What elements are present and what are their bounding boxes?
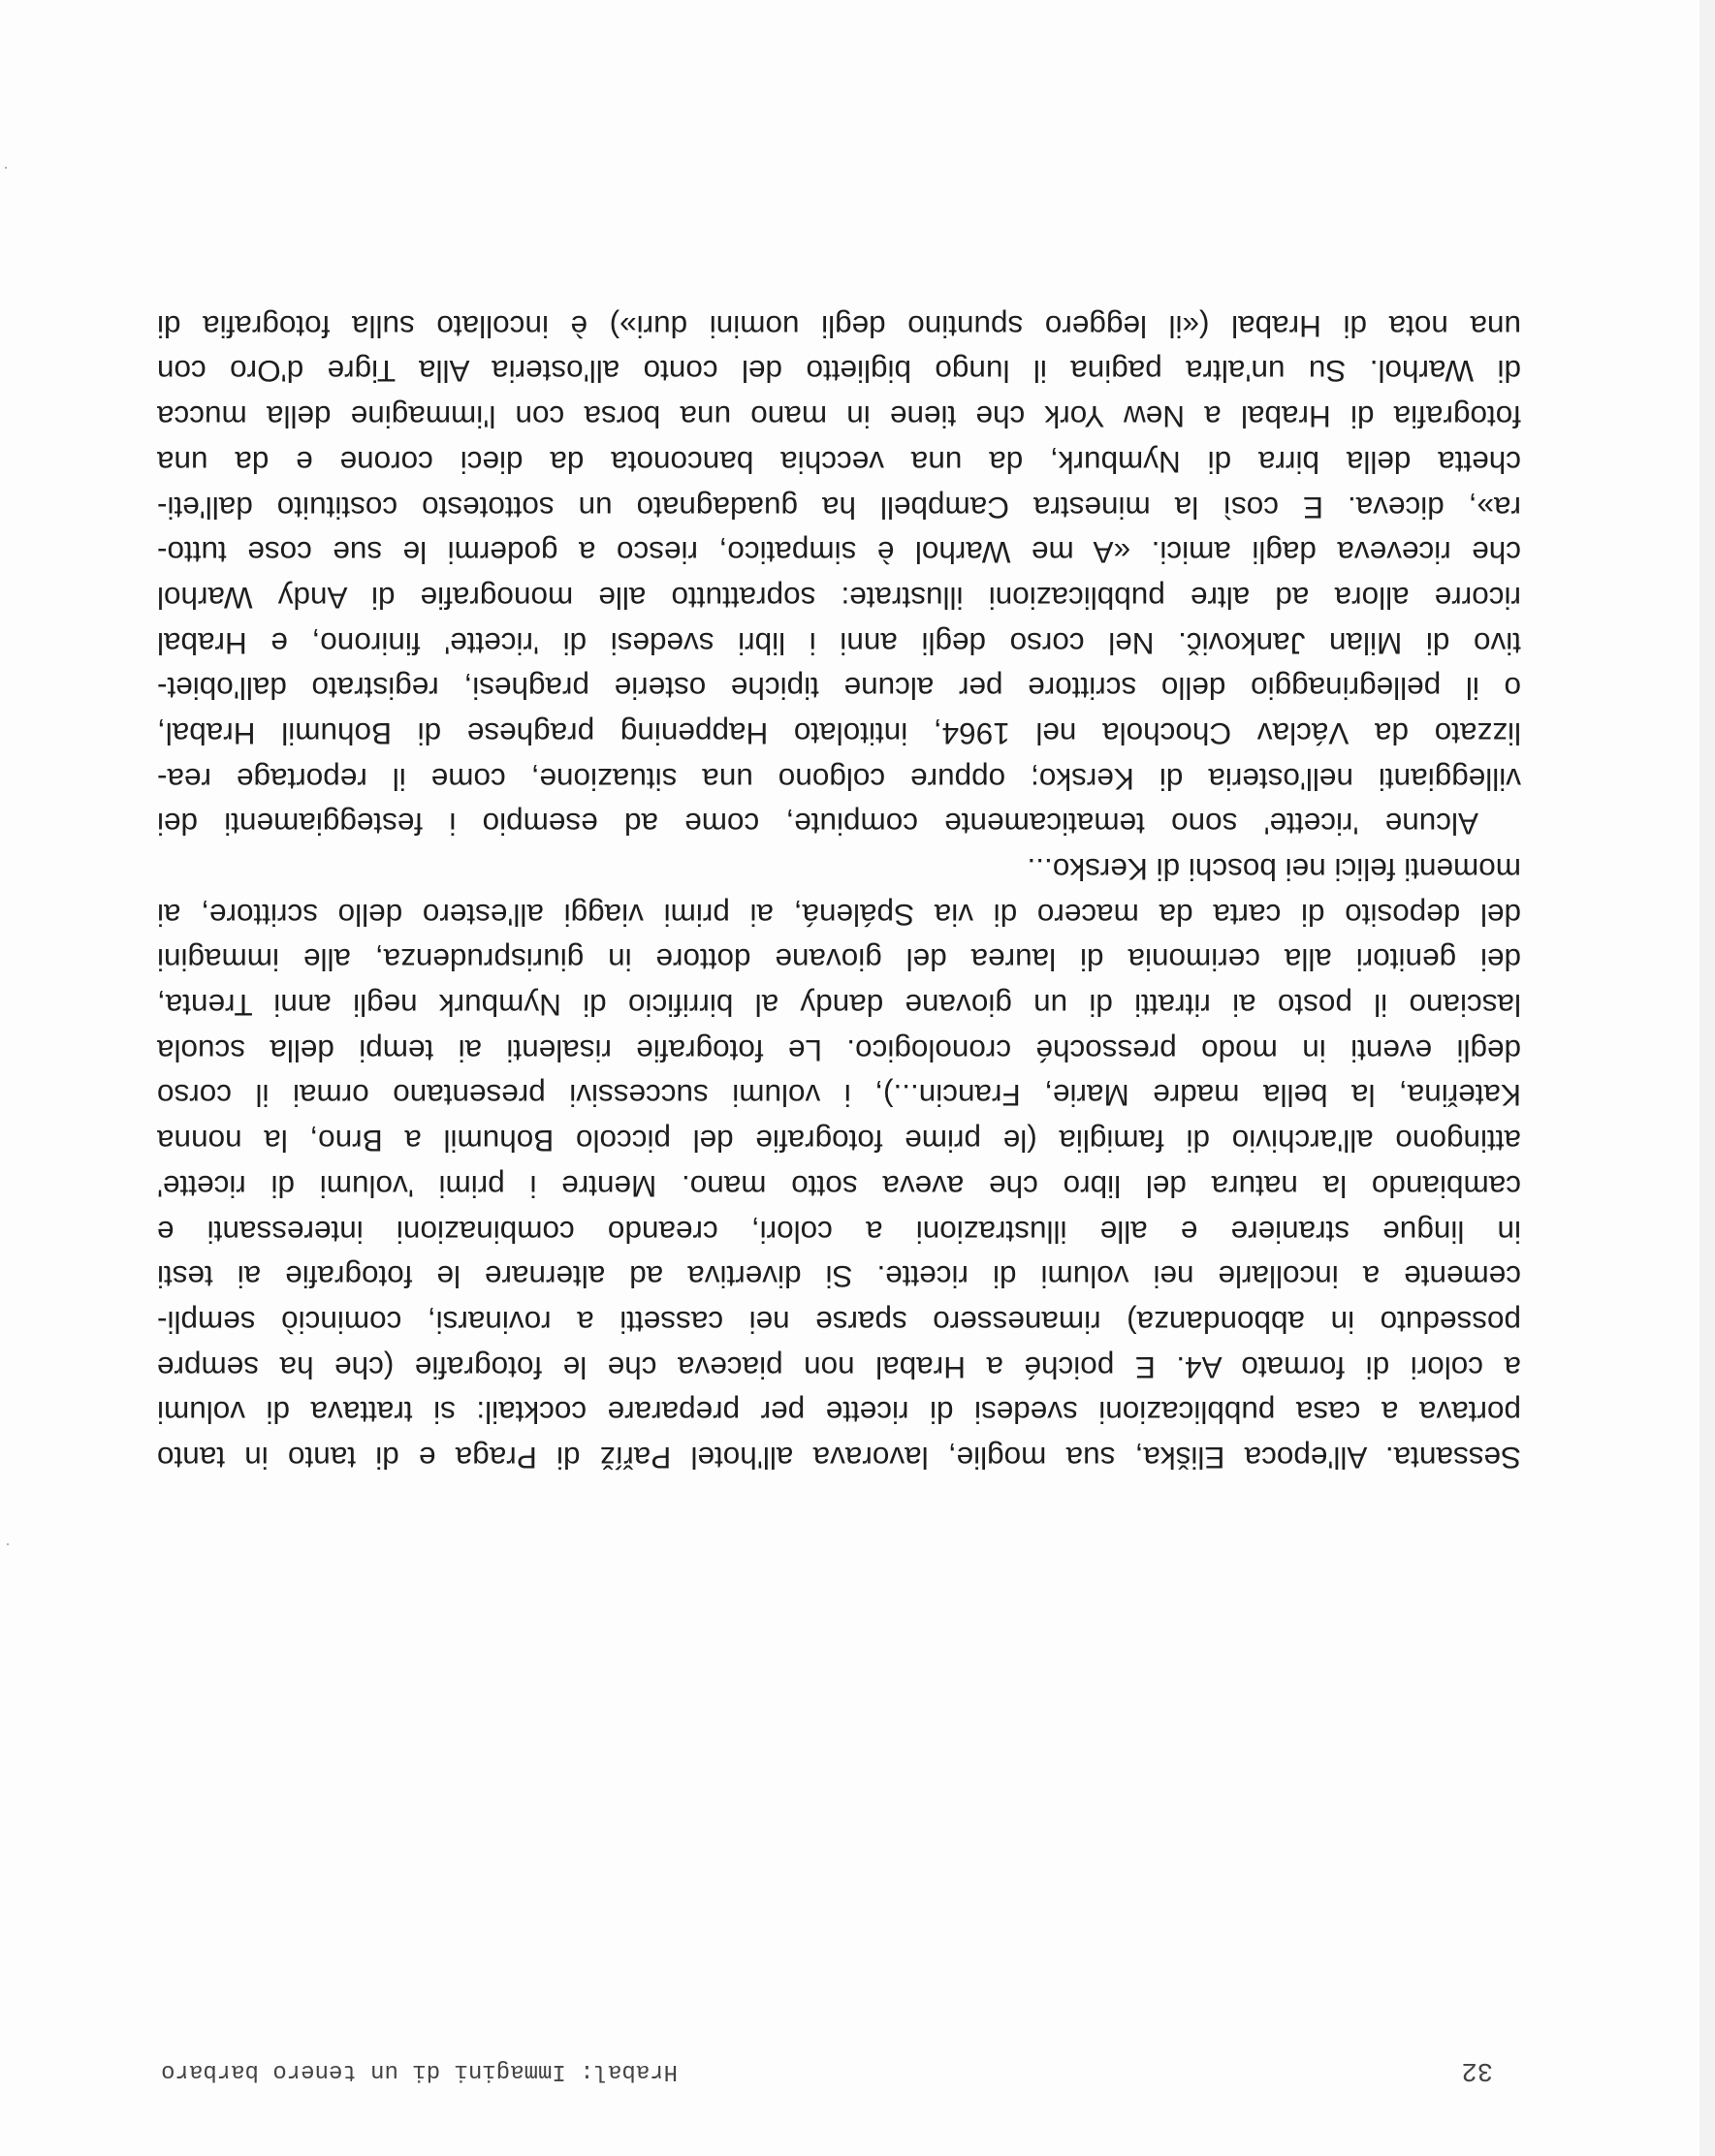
- text-line: lasciano il posto ai ritratti di un giovane dandy al birrificio di Nymburk negli anni Trenta,: [157, 988, 1521, 1024]
- text-line: Kateřina, la bella madre Marie, Francin...), i volumi successivi presentano ormai il corso: [157, 1078, 1521, 1114]
- text-line: villeggianti nell'osteria di Kersko; oppure colgono una situazione, come il reportage rea-: [157, 761, 1521, 797]
- text-line: chetta della birra di Nymburk, da una vecchia banconota da dieci corone e da una: [157, 444, 1521, 480]
- text-line: del deposito di carta da macero di via Spálená, ai primi viaggi all'estero dello scrittore, ai: [157, 897, 1521, 933]
- page-number: 32: [1461, 2055, 1493, 2084]
- text-line: momenti felici nei boschi di Kersko...: [1027, 852, 1521, 888]
- text-line: o il pellegrinaggio dello scrittore per alcune tipiche osterie praghesi, registrato dall'obiet-: [157, 671, 1521, 707]
- body-text: [157, 303, 1521, 1480]
- text-line: degli eventi in modo pressoché cronologico. Le fotografie risalenti ai tempi della scuola: [157, 1032, 1521, 1068]
- text-line: Alcune 'ricette' sono tematicamente compiute, come ad esempio i festeggiamenti dei: [157, 807, 1478, 842]
- scan-speck: [7, 1543, 9, 1545]
- text-line: a colori di formato A4. E poiché a Hrabal non piaceva che le fotografie (che ha sempre: [157, 1349, 1521, 1385]
- text-line: una nota di Hrabal («il leggero spuntino degli uomini duri») è incollato sulla fotografia di: [157, 308, 1521, 344]
- scan-edge: [1699, 0, 1715, 2156]
- text-line: lizzato da Václav Chochola nel 1964, intitolato Happening praghese di Bohumil Hrabal,: [157, 716, 1521, 751]
- text-line: in lingue straniere e alle illustrazioni a colori, creando combinazioni interessanti e: [157, 1214, 1521, 1250]
- text-line: di Warhol. Su un'altra pagina il lungo biglietto del conto all'osteria Alla Tigre d'Oro con: [157, 354, 1521, 390]
- text-line: cemente a incollarle nei volumi di ricette. Si divertiva ad alternare le fotografie ai testi: [157, 1259, 1521, 1295]
- text-line: tivo di Milan Jankovič. Nel corso degli anni i libri svedesi di 'ricette' finirono, e Hrabal: [157, 625, 1521, 661]
- text-line: posseduto in abbondanza) rimanessero sparse nei cassetti a rovinarsi, cominciò sempli-: [157, 1304, 1521, 1340]
- text-line: dei genitori alla cerimonia di laurea del giovane dottore in giurisprudenza, alle immagini: [157, 942, 1521, 978]
- running-head: [0, 2045, 1715, 2084]
- text-line: attingono all'archivio di famiglia (le prime fotografie del piccolo Bohumil a Brno, la nonna: [157, 1124, 1521, 1159]
- text-line: fotografia di Hrabal a New York che tiene in mano una borsa con l'immagine della mucca: [157, 399, 1521, 435]
- text-line: ra», diceva. E così la minestra Campbell ha guadagnato un sottotesto costituito dall'eti-: [157, 490, 1521, 525]
- text-line: ricorre allora ad altre pubblicazioni illustrate: soprattutto alle monografie di Andy Warhol: [157, 580, 1521, 616]
- text-line: portava a casa pubblicazioni svedesi di ricette per preparare cocktail: si trattava di volumi: [157, 1395, 1521, 1431]
- text-line: cambiando la natura del libro che aveva sotto mano. Mentre i primi 'volumi di ricette': [157, 1168, 1521, 1204]
- text-line: Sessanta. All'epoca Eliška, sua moglie, lavorava all'hotel Paříž di Praga e di tanto in tanto: [157, 1441, 1521, 1475]
- running-title: Hrabal: Immagini di un tenero barbaro: [161, 2058, 678, 2084]
- scan-speck: [5, 167, 7, 169]
- text-line: che riceveva dagli amici. «A me Warhol è simpatico, riesco a godermi le sue cose tutto-: [157, 535, 1521, 571]
